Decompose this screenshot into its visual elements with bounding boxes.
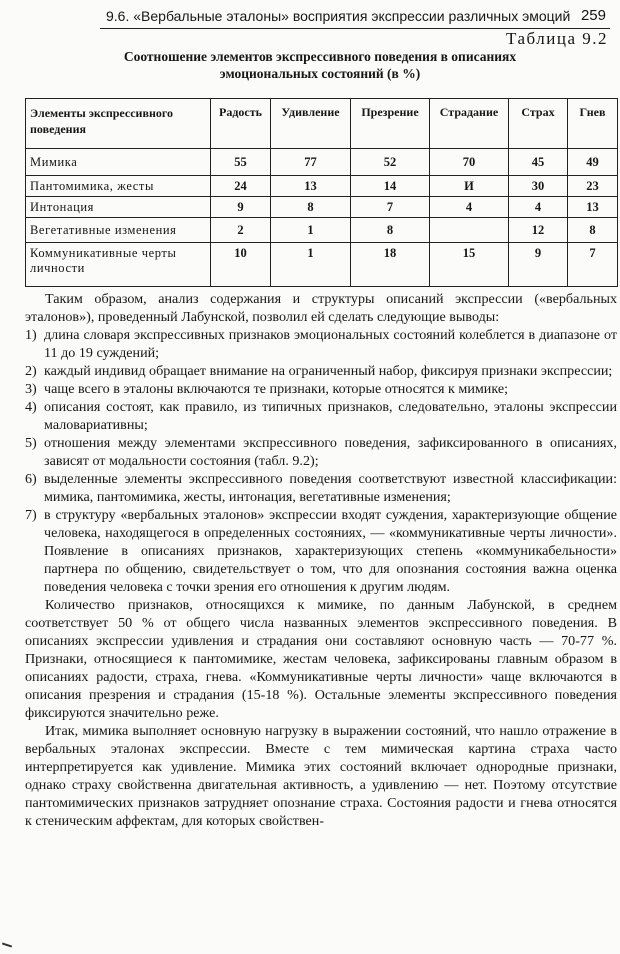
page-number: 259 (580, 7, 606, 24)
table-cell: 70 (430, 149, 509, 176)
list-item-text: чаще всего в эталоны включаются те признаки, которые относятся к мимике; (44, 381, 509, 397)
table-row (26, 176, 618, 197)
table-cell: 23 (568, 176, 618, 197)
table-cell: 8 (568, 218, 618, 243)
list-item (25, 326, 617, 362)
table-cell: 8 (271, 197, 351, 218)
table-cell: 7 (351, 197, 430, 218)
table-cell: 9 (211, 197, 271, 218)
column-header: Удивление (271, 99, 351, 149)
table-cell: 15 (430, 243, 509, 287)
table-cell: 13 (271, 176, 351, 197)
list-item (25, 380, 617, 398)
table-cell: 55 (211, 149, 271, 176)
column-header: Страдание (430, 99, 509, 149)
list-item-text: каждый индивид обращает внимание на ограниченный набор, фиксируя признаки экспрессии; (44, 363, 613, 379)
table-row (26, 149, 618, 176)
table-cell (430, 218, 509, 243)
table-cell: 77 (271, 149, 351, 176)
row-label: Интонация (26, 197, 211, 218)
column-header: Страх (509, 99, 568, 149)
table-header-row (26, 99, 618, 149)
row-label: Мимика (26, 149, 211, 176)
table-label: Таблица 9.2 (506, 29, 608, 48)
table-row (26, 243, 618, 287)
list-item-text: в структуру «вербальных эталонов» экспрессии входят суждения, характеризующие общение человека, находящегося в определенных состояниях, — «коммуникативные черты личности». Появление в описаниях признаков, характеризующих степень «коммуникабельности» партнера по общению, свидетельствует о том, что для опознания состояния важна оценка поведения человека с точки зрения его отношения к другим людям. (44, 507, 617, 595)
table-cell: 49 (568, 149, 618, 176)
intro-paragraph: Таким образом, анализ содержания и структуры описаний экспрессии («вербальных эталонов»), проведенный Лабунской, позволил ей сделать следующие выводы: (25, 291, 617, 325)
table-cell: 1 (271, 218, 351, 243)
list-number: 5) (25, 435, 37, 451)
list-number: 2) (25, 363, 37, 379)
list-item-text: длина словаря экспрессивных признаков эмоциональных состояний колеблется в диапазоне от 11 до 19 суждений; (44, 327, 617, 361)
table-cell: 4 (430, 197, 509, 218)
column-header: Гнев (568, 99, 618, 149)
table-row (26, 218, 618, 243)
list-item (25, 398, 617, 434)
list-item (25, 362, 617, 380)
running-header (100, 6, 610, 29)
paragraph: Итак, мимика выполняет основную нагрузку в выражении состояний, что нашло отражение в вербальных эталонах экспрессии. Вместе с тем мимическая картина страха часто интерпретируется как удивление. Мимика этих состояний включает однородные признаки, однако страху свойственна двигательная активность, а удивлению — нет. Поэтому отсутствие пантомимических признаков затрудняет опознание страха. Состояния радости и гнева относятся к стеническим аффектам, для которых свойствен- (25, 723, 617, 829)
table-cell: 2 (211, 218, 271, 243)
list-number: 1) (25, 327, 37, 343)
table-cell: 18 (351, 243, 430, 287)
column-header: Презрение (351, 99, 430, 149)
list-item (25, 470, 617, 506)
data-table (25, 98, 618, 287)
table-cell: 30 (509, 176, 568, 197)
table-cell: 52 (351, 149, 430, 176)
list-item-text: выделенные элементы экспрессивного поведения соответствуют известной классификации: мимика, пантомимика, жесты, интонация, вегетативные изменения; (44, 471, 617, 505)
conclusions-list (25, 326, 617, 596)
table-cell: 14 (351, 176, 430, 197)
table-cell: 13 (568, 197, 618, 218)
table-title: Соотношение элементов экспрессивного поведения в описаниях эмоциональных состояний (в %) (123, 49, 517, 81)
list-item (25, 434, 617, 470)
column-header: Радость (211, 99, 271, 149)
table-cell: 10 (211, 243, 271, 287)
table-cell: 1 (271, 243, 351, 287)
table-cell: 9 (509, 243, 568, 287)
body-text (25, 290, 617, 830)
scan-mark (2, 943, 12, 948)
table-cell: 4 (509, 197, 568, 218)
table-row (26, 197, 618, 218)
list-number: 7) (25, 507, 37, 523)
list-number: 4) (25, 399, 37, 415)
table-cell: 7 (568, 243, 618, 287)
table-cell: 45 (509, 149, 568, 176)
table-cell: 8 (351, 218, 430, 243)
table-cell: И (430, 176, 509, 197)
list-number: 6) (25, 471, 37, 487)
row-label: Коммуникативные черты личности (26, 243, 211, 287)
row-label: Вегетативные изменения (26, 218, 211, 243)
paragraph: Количество признаков, относящихся к мимике, по данным Лабунской, в среднем соответствует 50 % от общего числа названных элементов экспрессивного поведения. В описаниях экспрессии удивления и страдания они составляют основную часть — 70-77 %. Признаки, относящиеся к пантомимике, жестам человека, зафиксированы главным образом в описаниях радости, страха, гнева. «Коммуникативные черты личности» чаще включаются в описания презрения и страдания (15-18 %). Остальные элементы экспрессивного поведения фиксируются значительно реже. (25, 597, 617, 721)
running-title: 9.6. «Вербальные эталоны» восприятия экспрессии различных эмоций (106, 8, 571, 24)
list-item-text: отношения между элементами экспрессивного поведения, зафиксированного в описаниях, зависят от модальности состояния (табл. 9.2); (44, 435, 617, 469)
column-header: Элементы экспрессивного поведения (26, 99, 211, 149)
row-label: Пантомимика, жесты (26, 176, 211, 197)
list-number: 3) (25, 381, 37, 397)
list-item-text: описания состоят, как правило, из типичных признаков, следовательно, эталоны экспрессии маловариативны; (44, 399, 617, 433)
table-cell: 24 (211, 176, 271, 197)
list-item (25, 506, 617, 596)
table-cell: 12 (509, 218, 568, 243)
